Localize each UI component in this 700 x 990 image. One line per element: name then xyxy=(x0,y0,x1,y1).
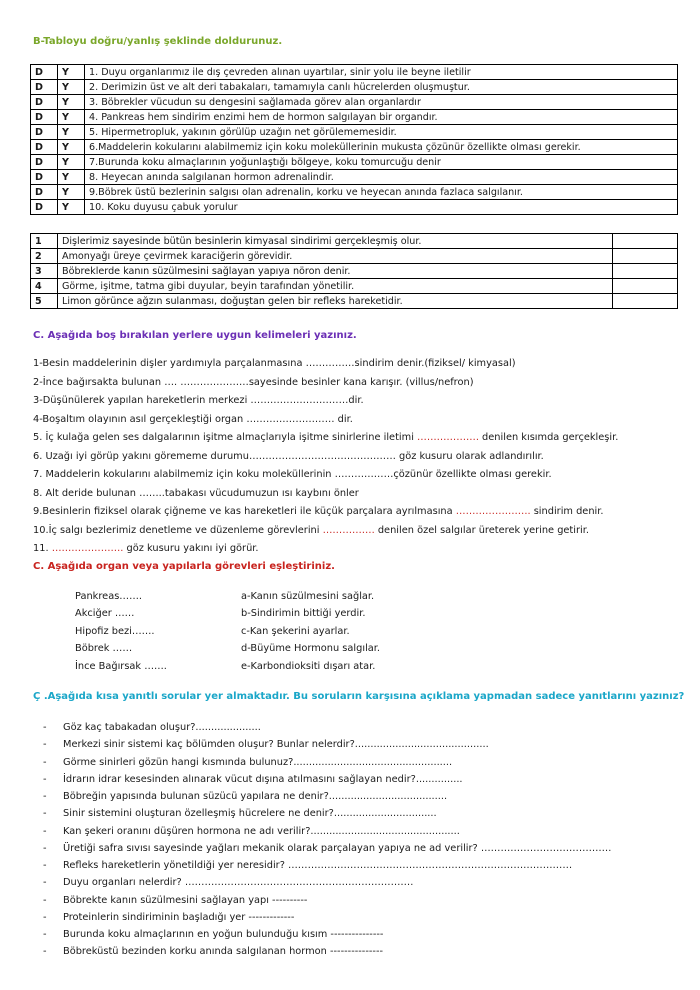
statement-text: 8. Heyecan anında salgılanan hormon adrenalindir. xyxy=(85,170,678,185)
false-mark[interactable]: Y xyxy=(58,185,85,200)
section-cc-title: Ç .Aşağıda kısa yanıtlı sorular yer almaktadır. Bu soruların karşısına açıklama yapmadan sadece yanıtlarını yazınız? xyxy=(33,691,685,702)
fill-in-line xyxy=(33,506,604,517)
fill-in-line xyxy=(33,488,359,499)
tf-row xyxy=(31,125,678,140)
line-text: 7. Maddelerin kokularını alabilmemiz için koku moleküllerinin ………………çözünür özellikte olması gerekir. xyxy=(33,469,552,480)
false-mark[interactable]: Y xyxy=(58,80,85,95)
false-mark[interactable]: Y xyxy=(58,170,85,185)
bullet-dash: - xyxy=(43,877,47,888)
question-item[interactable]: Böbreğin yapısında bulunan süzücü yapılara ne denir?...................................... xyxy=(63,791,448,802)
question-item[interactable]: Göz kaç tabakadan oluşur?..................... xyxy=(63,722,261,733)
answer-blank[interactable]: ……………. xyxy=(322,525,375,536)
answer-cell[interactable] xyxy=(613,279,678,294)
line-text: 9.Besinlerin fiziksel olarak çiğneme ve kas hareketleri ile küçük parçalara ayrılmasına xyxy=(33,506,456,517)
question-item[interactable]: Duyu organları nelerdir? ……………………………………………………………. xyxy=(63,877,414,888)
answer-cell[interactable] xyxy=(613,294,678,309)
bullet-dash: - xyxy=(43,860,47,871)
fill-in-line xyxy=(33,414,353,425)
section-c-fill-title: C. Aşağıda boş bırakılan yerlere uygun kelimeleri yazınız. xyxy=(33,330,357,341)
question-item[interactable]: İdrarın idrar kesesinden alınarak vücut dışına atılmasını sağlayan nedir?............... xyxy=(63,774,463,785)
question-item[interactable]: Böbrekte kanın süzülmesini sağlayan yapı ---------- xyxy=(63,895,308,906)
fill-in-line xyxy=(33,432,618,443)
fill-in-line xyxy=(33,377,474,388)
bullet-dash: - xyxy=(43,826,47,837)
row-number: 5 xyxy=(31,294,58,309)
line-text: 2-İnce bağırsakta bulunan …. …………………sayesinde besinler kana karışır. (villus/nefron) xyxy=(33,377,474,388)
tf-row xyxy=(31,80,678,95)
fill-in-line xyxy=(33,469,552,480)
line-text: 4-Boşaltım olayının asıl gerçekleştiği organ ……………………… dir. xyxy=(33,414,353,425)
function-item: c-Kan şekerini ayarlar. xyxy=(241,626,350,637)
tf-row xyxy=(31,95,678,110)
true-mark[interactable]: D xyxy=(31,185,58,200)
organ-item[interactable]: Pankreas……. xyxy=(75,591,143,602)
true-mark[interactable]: D xyxy=(31,170,58,185)
false-mark[interactable]: Y xyxy=(58,200,85,215)
true-mark[interactable]: D xyxy=(31,125,58,140)
row-number: 3 xyxy=(31,264,58,279)
tf-row xyxy=(31,155,678,170)
statement-row xyxy=(31,294,678,309)
line-text: 8. Alt deride bulunan ……..tabakası vücudumuzun ısı kaybını önler xyxy=(33,488,359,499)
statement-row xyxy=(31,279,678,294)
statement-text: 4. Pankreas hem sindirim enzimi hem de hormon salgılayan bir organdır. xyxy=(85,110,678,125)
statement-text: 6.Maddelerin kokularını alabilmemiz için koku moleküllerinin mukusta çözünür özellikte olması gerekir. xyxy=(85,140,678,155)
function-item: e-Karbondioksiti dışarı atar. xyxy=(241,661,376,672)
bullet-dash: - xyxy=(43,739,47,750)
question-item[interactable]: Kan şekeri oranını düşüren hormona ne adı verilir?................................................ xyxy=(63,826,460,837)
row-number: 1 xyxy=(31,234,58,249)
bullet-dash: - xyxy=(43,757,47,768)
line-text: 10.İç salgı bezlerimiz denetleme ve düzenleme görevlerini xyxy=(33,525,323,536)
question-item[interactable]: Burunda koku almaçlarının en yoğun bulunduğu kısım --------------- xyxy=(63,929,384,940)
fill-in-line xyxy=(33,395,364,406)
organ-item[interactable]: Böbrek …… xyxy=(75,643,133,654)
organ-item[interactable]: Hipofiz bezi……. xyxy=(75,626,155,637)
statement-text: 10. Koku duyusu çabuk yorulur xyxy=(85,200,678,215)
statement-text: 2. Derimizin üst ve alt deri tabakaları, tamamıyla canlı hücrelerden oluşmuştur. xyxy=(85,80,678,95)
bullet-dash: - xyxy=(43,791,47,802)
row-number: 2 xyxy=(31,249,58,264)
true-mark[interactable]: D xyxy=(31,110,58,125)
line-text: 1-Besin maddelerinin dişler yardımıyla parçalanmasına ……………sindirim denir.(fiziksel/ kimyasal) xyxy=(33,358,516,369)
line-text-end: denilen özel salgılar üreterek yerine getirir. xyxy=(374,525,589,536)
statement-row xyxy=(31,249,678,264)
answer-blank[interactable]: ………………. xyxy=(417,432,479,443)
false-mark[interactable]: Y xyxy=(58,95,85,110)
line-text: 11. xyxy=(33,543,52,554)
fill-in-line xyxy=(33,525,589,536)
true-mark[interactable]: D xyxy=(31,65,58,80)
tf-row xyxy=(31,110,678,125)
statements-table xyxy=(30,233,678,309)
statement-text: Amonyağı üreye çevirmek karaciğerin görevidir. xyxy=(58,249,613,264)
true-false-table xyxy=(30,64,678,215)
bullet-dash: - xyxy=(43,929,47,940)
question-item[interactable]: Refleks hareketlerin yönetildiği yer neresidir? …………………………………………………………………………… xyxy=(63,860,573,871)
line-text: 5. İç kulağa gelen ses dalgalarının işitme almaçlarıyla işitme sinirlerine iletimi xyxy=(33,432,418,443)
question-item[interactable]: Merkezi sinir sistemi kaç bölümden oluşur? Bunlar nelerdir?........................................... xyxy=(63,739,489,750)
bullet-dash: - xyxy=(43,722,47,733)
bullet-dash: - xyxy=(43,808,47,819)
tf-row xyxy=(31,140,678,155)
answer-cell[interactable] xyxy=(613,249,678,264)
false-mark[interactable]: Y xyxy=(58,110,85,125)
bullet-dash: - xyxy=(43,912,47,923)
false-mark[interactable]: Y xyxy=(58,65,85,80)
answer-blank[interactable]: ………………….. xyxy=(455,506,531,517)
fill-in-line xyxy=(33,451,544,462)
question-item[interactable]: Sinir sistemini oluşturan özelleşmiş hücrelere ne denir?................................. xyxy=(63,808,437,819)
tf-row xyxy=(31,170,678,185)
statement-text: Dişlerimiz sayesinde bütün besinlerin kimyasal sindirimi gerçekleşmiş olur. xyxy=(58,234,613,249)
line-text-end: sindirim denir. xyxy=(530,506,604,517)
question-item[interactable]: Görme sinirleri gözün hangi kısmında bulunuz?................................................... xyxy=(63,757,453,768)
organ-item[interactable]: İnce Bağırsak ……. xyxy=(75,661,167,672)
false-mark[interactable]: Y xyxy=(58,125,85,140)
statement-text: 9.Böbrek üstü bezlerinin salgısı olan adrenalin, korku ve heyecan anında fazlaca salgılanır. xyxy=(85,185,678,200)
true-mark[interactable]: D xyxy=(31,200,58,215)
false-mark[interactable]: Y xyxy=(58,155,85,170)
fill-in-line xyxy=(33,358,516,369)
statement-text: 3. Böbrekler vücudun su dengesini sağlamada görev alan organlardır xyxy=(85,95,678,110)
tf-row xyxy=(31,185,678,200)
line-text-end: denilen kısımda gerçekleşir. xyxy=(478,432,619,443)
statement-row xyxy=(31,234,678,249)
answer-blank[interactable]: …………………. xyxy=(51,543,124,554)
answer-cell[interactable] xyxy=(613,264,678,279)
bullet-dash: - xyxy=(43,946,47,957)
true-mark[interactable]: D xyxy=(31,140,58,155)
statement-text: 1. Duyu organlarımız ile dış çevreden alınan uyartılar, sinir yolu ile beyne iletilir xyxy=(85,65,678,80)
bullet-dash: - xyxy=(43,843,47,854)
false-mark[interactable]: Y xyxy=(58,140,85,155)
fill-in-line xyxy=(33,543,259,554)
tf-row xyxy=(31,200,678,215)
statement-text: Böbreklerde kanın süzülmesini sağlayan yapıya nöron denir. xyxy=(58,264,613,279)
tf-row xyxy=(31,65,678,80)
line-text: 3-Düşünülerek yapılan hareketlerin merkezi …………………………dir. xyxy=(33,395,364,406)
statement-text: 7.Burunda koku almaçlarının yoğunlaştığı bölgeye, koku tomurcuğu denir xyxy=(85,155,678,170)
section-b-title: B-Tabloyu doğru/yanlış şeklinde doldurunuz. xyxy=(33,36,283,47)
true-mark[interactable]: D xyxy=(31,155,58,170)
function-item: d-Büyüme Hormonu salgılar. xyxy=(241,643,381,654)
section-c-match-title: C. Aşağıda organ veya yapılarla görevleri eşleştiriniz. xyxy=(33,561,335,572)
question-item[interactable]: Böbreküstü bezinden korku anında salgılanan hormon --------------- xyxy=(63,946,384,957)
statement-row xyxy=(31,264,678,279)
statement-text: 5. Hipermetropluk, yakının görülüp uzağın net görülememesidir. xyxy=(85,125,678,140)
function-item: a-Kanın süzülmesini sağlar. xyxy=(241,591,375,602)
true-mark[interactable]: D xyxy=(31,80,58,95)
question-item[interactable]: Üretiği safra sıvısı sayesinde yağları mekanik olarak parçalayan yapıya ne ad verilir? …………………………………. xyxy=(63,843,612,854)
line-text: 6. Uzağı iyi görüp yakını görememe durumu……………………………………… göz kusuru olarak adlandırılır. xyxy=(33,451,544,462)
organ-item[interactable]: Akciğer …… xyxy=(75,608,135,619)
bullet-dash: - xyxy=(43,895,47,906)
statement-text: Limon görünce ağzın sulanması, doğuştan gelen bir refleks hareketidir. xyxy=(58,294,613,309)
row-number: 4 xyxy=(31,279,58,294)
line-text-end: göz kusuru yakını iyi görür. xyxy=(123,543,259,554)
bullet-dash: - xyxy=(43,774,47,785)
statement-text: Görme, işitme, tatma gibi duyular, beyin tarafından yönetilir. xyxy=(58,279,613,294)
answer-cell[interactable] xyxy=(613,234,678,249)
function-item: b-Sindirimin bittiği yerdir. xyxy=(241,608,366,619)
true-mark[interactable]: D xyxy=(31,95,58,110)
question-item[interactable]: Proteinlerin sindiriminin başladığı yer ------------- xyxy=(63,912,295,923)
